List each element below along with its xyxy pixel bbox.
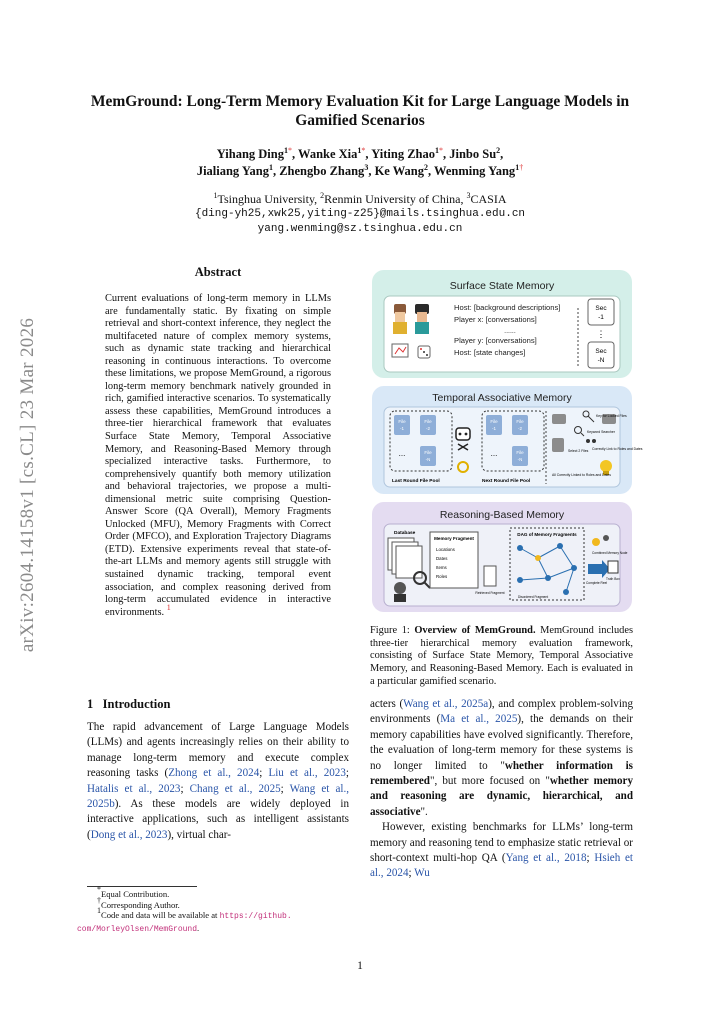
- left-ellipsis: ...: [398, 449, 406, 458]
- citation-link[interactable]: Wang et al., 2025b: [87, 782, 350, 811]
- intro-paragraph-2b: [370, 820, 633, 882]
- link-roles-label: Correctly Link to Roles and Dates: [592, 447, 643, 451]
- left-fileN-a: File: [424, 450, 432, 455]
- footnote-equal: *Equal Contribution.: [97, 885, 170, 899]
- right-file2-b: -2: [517, 426, 523, 431]
- intro-column-2: [370, 697, 633, 882]
- abstract-heading: Abstract: [194, 265, 242, 279]
- affiliation-name: CASIA: [470, 192, 507, 206]
- retrieved-fragment-label: Retrieved Fragment: [475, 591, 505, 595]
- author-list: Yihang Ding$^{1*}$, Wanke Xia$^{1*}$, Yiting Zhao$^{1*}$, Jinbo Su$^2$, Jialiang Yang$^1$, Zhengbo Zhang$^3$, Ke Wang$^2$, Wenming Yang$^{1\dagger}$: [196, 146, 524, 178]
- affiliation-name: Tsinghua University,: [217, 192, 321, 206]
- footnote-rule: [87, 886, 197, 887]
- abstract-footnote-mark: 1: [166, 602, 171, 612]
- left-file1-b: -1: [399, 426, 405, 431]
- truth-box-label: Truth Box: [606, 577, 620, 581]
- author-name: Wenming Yang: [434, 164, 516, 178]
- fragment-title: Memory Fragment: [434, 536, 474, 541]
- right-file1-b: -1: [491, 426, 497, 431]
- author-name: Yiting Zhao: [371, 147, 435, 161]
- fragment-item-locations: Locations: [436, 547, 455, 552]
- author-name: Zhengbo Zhang: [279, 164, 365, 178]
- sec-top-index: -1: [598, 314, 604, 321]
- body-text: ), and complex problem-solving environments (: [370, 698, 633, 726]
- panel2-title: Temporal Associative Memory: [432, 392, 572, 404]
- author-affil-mark: 1*: [357, 146, 366, 155]
- disordered-fragment-label: Disordered Fragment: [518, 595, 549, 599]
- citation-link[interactable]: Yang et al., 2018: [505, 852, 587, 865]
- next-round-pool-label: Next Round File Pool: [482, 479, 531, 484]
- fragment-item-roles: Roles: [436, 574, 448, 579]
- panel1-title: Surface State Memory: [449, 280, 555, 292]
- author-affil-mark: 1: [268, 163, 273, 172]
- sec-bottom-index: -N: [597, 357, 605, 364]
- right-file2-a: File: [516, 419, 524, 424]
- email-line-1: {ding-yh25,xwk25,yiting-z25}@mails.tsinghua.edu.cn: [194, 208, 526, 220]
- emphasis: whether memory and reasoning are dynamic, hierarchical, and associative: [370, 775, 633, 818]
- sec-top-label: Sec: [595, 305, 607, 312]
- footnotes: [77, 885, 349, 935]
- body-text: acters (: [370, 698, 404, 710]
- body-text: The rapid advancement of Large Language Models (LLMs) and agents increasingly relies on their ability to manage long-term memory and execute complex reasoning tasks (: [87, 721, 349, 780]
- dice-icon: [418, 346, 430, 358]
- all-linked-label: All Correctly Linked to Roles and Dates: [552, 473, 611, 477]
- fragment-item-dates: Dates: [436, 556, 448, 561]
- left-file2-b: -2: [425, 426, 431, 431]
- author-affil-mark: 2: [424, 163, 428, 172]
- intro-column-1: [87, 720, 349, 843]
- body-text: ;: [345, 767, 349, 780]
- right-fileN-a: File: [516, 450, 524, 455]
- sec-ellipsis: ⋮: [596, 329, 606, 339]
- citation-link[interactable]: Dong et al., 2023: [90, 828, 168, 841]
- author-affil-mark: 2: [496, 146, 501, 155]
- body-text: However, existing benchmarks for LLMs’ long-term memory and reasoning tend to emphasize static retrieval or short-context multi-hop QA (: [370, 821, 633, 865]
- complete-reel-label: Complete Reel: [586, 581, 608, 585]
- panel3-title: Reasoning-Based Memory: [439, 509, 565, 521]
- panel-temporal-associative-memory: [372, 386, 643, 494]
- citation-link[interactable]: Liu et al., 2023: [268, 767, 346, 780]
- code-link-cont[interactable]: com/MorleyOlsen/MemGround: [77, 924, 198, 934]
- select-files-label: Select 2 Files: [568, 449, 589, 453]
- panel-surface-state-memory: [372, 270, 632, 378]
- body-text: ;: [408, 867, 415, 880]
- paper-title: MemGround: Long-Term Memory Evaluation Kit for Large Language Models in Gamified Scenarios: [90, 93, 630, 129]
- section-heading: 1 Introduction: [87, 697, 171, 711]
- body-text: ;: [180, 782, 190, 795]
- fragment-item-items: Items: [436, 565, 447, 570]
- citation-link[interactable]: Hatalis et al., 2023: [87, 782, 181, 795]
- key-label: Key for Locked Files: [596, 414, 627, 418]
- body-text: ;: [280, 782, 290, 795]
- body-text: ). As these models are widely deployed in interactive applications, such as intelligent assistants (: [87, 798, 349, 841]
- left-fileN-b: -N: [425, 457, 431, 462]
- overview-figure: [370, 268, 643, 613]
- affiliation-line: $^1$Tsinghua University, $^2$Renmin University of China, $^3$CASIA: [213, 191, 507, 206]
- arxiv-stamp: arXiv:2604.14158v1 [cs.CL] 23 Mar 2026: [17, 317, 38, 653]
- searcher-label: Keyword Searcher: [587, 430, 615, 434]
- page-number: 1: [357, 960, 363, 972]
- email-line-2: yang.wenming@sz.tsinghua.edu.cn: [257, 223, 463, 235]
- dag-label: DAG of Memory Fragments: [517, 532, 577, 537]
- body-text: ", but more focused on ": [429, 775, 550, 788]
- sec-bottom-label: Sec: [595, 348, 607, 355]
- body-text: ;: [586, 852, 595, 865]
- last-round-pool-label: Last Round File Pool: [392, 479, 440, 484]
- author-name: Ke Wang: [374, 164, 424, 178]
- citation-link[interactable]: Wang et al., 2025a: [403, 698, 489, 710]
- combined-node-label: Combined Memory Node: [592, 551, 628, 555]
- citation-link[interactable]: Chang et al., 2025: [189, 782, 281, 795]
- body-text: ".: [420, 805, 428, 818]
- right-ellipsis: ...: [490, 449, 498, 458]
- author-affil-mark: 1†: [515, 163, 524, 172]
- citation-link[interactable]: Zhong et al., 2024: [168, 767, 260, 780]
- author-name: Jinbo Su: [449, 147, 497, 161]
- body-text: ), the demands on their memory capabilities have evolved significantly. Therefore, the evaluation of long-term memory for these systems is no longer limited to ": [370, 713, 633, 772]
- game-map-icon: [392, 344, 408, 357]
- panel1-line-4: Player y: [conversations]: [454, 336, 537, 345]
- left-file2-a: File: [424, 419, 432, 424]
- emphasis: whether information is remembered: [370, 759, 633, 788]
- panel1-line-5: Host: [state changes]: [454, 348, 526, 357]
- author-affil-mark: 1*: [283, 146, 292, 155]
- abstract-text: Current evaluations of long-term memory in LLMs are fundamentally static. By fixating on simple retrieval and short-context inference, they neglect the multifaceted nature of complex memory systems, such as dynamic state tracking and hierarchical reasoning in continuous interactions. To overcome these limitations, we propose MemGround, a rigorous long-term memory benchmark natively grounded in rich, gamified interactive scenarios. To systematically assess these capabilities, MemGround introduces a three-tier hierarchical framework that evaluates Surface State Memory, Temporal Associative Memory, and Reasoning-Based Memory through specialized interactive tasks. Furthermore, to comprehensively quantify both memory utilization and behavioral trajectories, we propose a multi-dimensional metric suite comprising Question-Answer Score (QA Overall), Memory Fragments Unlocked (MFU), Memory Fragments with Correct Order (MFCO), and Exploration Trajectory Diagrams (ETD). Extensive experiments reveal that state-of-the-art LLMs and memory agents still struggle with sustained dynamic tracking, temporal event association, and complex reasoning derived from long-term accumulated evidence in interactive environments. $^1$: [105, 293, 331, 618]
- author-name: Jialiang Yang: [196, 164, 269, 178]
- figure-caption: Figure 1: Overview of MemGround. MemGround includes three-tier hierarchical memory evaluation framework, consisting of Surface State Memory, Temporal Associative Memory, and Reasoning-Based Memory. Each is evaluated in a particular gamified scenario.: [370, 625, 633, 687]
- code-link[interactable]: https://github.: [219, 912, 292, 921]
- right-fileN-b: -N: [517, 457, 523, 462]
- affiliation-name: Renmin University of China,: [324, 192, 467, 206]
- left-file1-a: File: [398, 419, 406, 424]
- right-file1-a: File: [490, 419, 498, 424]
- author-affil-mark: 1*: [435, 146, 443, 155]
- detective-icon: [394, 582, 406, 602]
- body-text: ;: [259, 767, 269, 780]
- author-name: Wanke Xia: [298, 147, 358, 161]
- panel1-line-3: ......: [504, 328, 516, 335]
- body-text: ), virtual char-: [167, 828, 231, 841]
- panel1-line-1: Host: [background descriptions]: [454, 303, 561, 312]
- footnote-code: $^1$Code and data will be available at https://github. com/MorleyOlsen/MemGround.: [77, 906, 292, 934]
- citation-link[interactable]: Wu: [414, 867, 430, 880]
- panel1-line-2: Player x: [conversations]: [454, 315, 537, 324]
- author-name: Yihang Ding: [216, 147, 284, 161]
- footnote-corresponding: †Corresponding Author.: [97, 895, 180, 910]
- database-label: Database: [394, 531, 416, 536]
- author-affil-mark: 3: [364, 163, 369, 172]
- citation-link[interactable]: Ma et al., 2025: [440, 713, 518, 726]
- citation-link[interactable]: Hsieh et al., 2024: [370, 852, 633, 880]
- intro-paragraph-2a: [370, 697, 633, 820]
- affiliations: [86, 192, 634, 237]
- panel-reasoning-based-memory: [372, 502, 632, 612]
